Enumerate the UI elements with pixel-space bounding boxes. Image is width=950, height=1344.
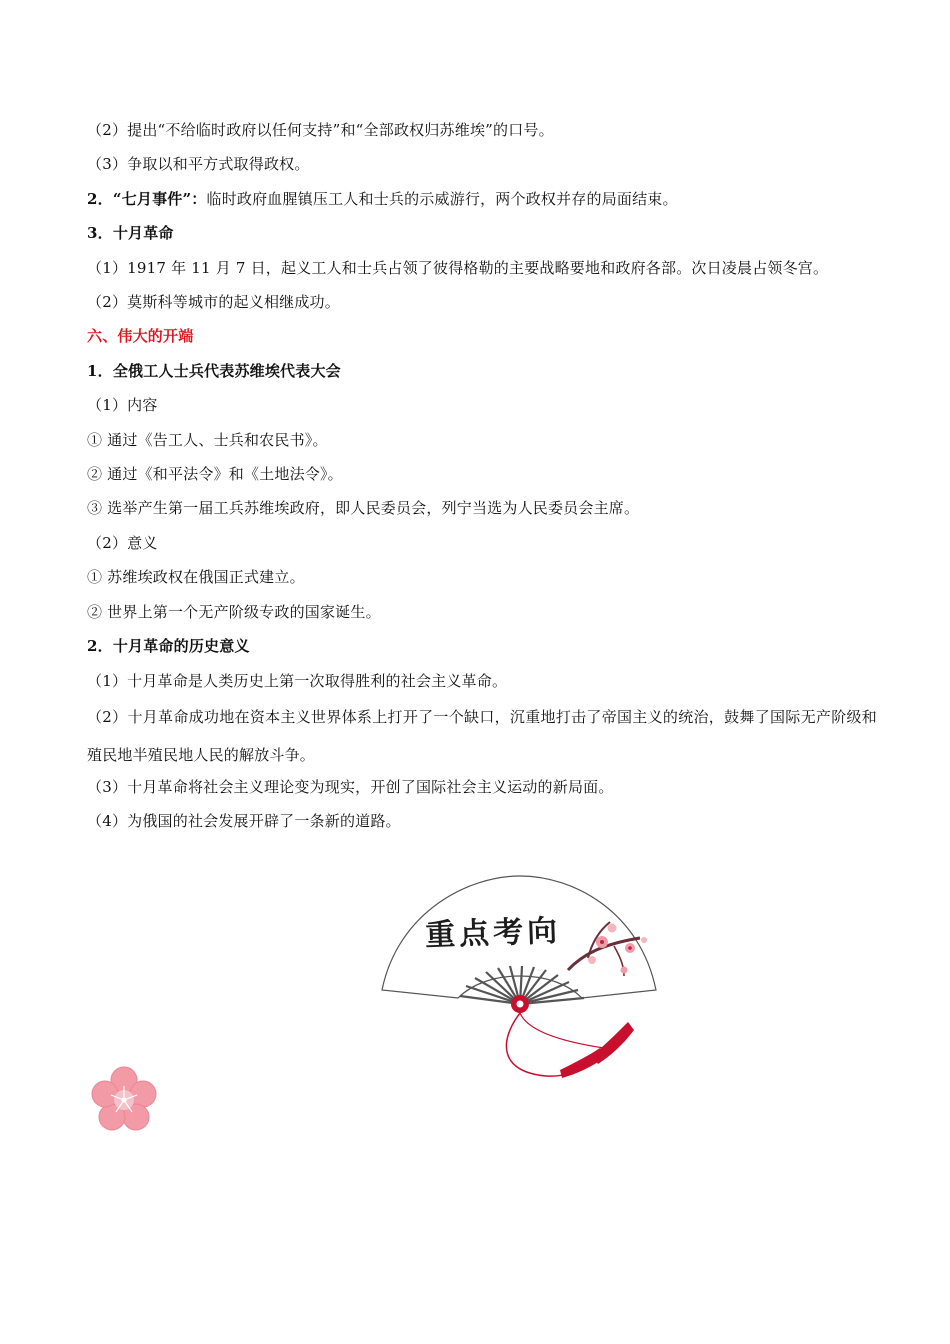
section-heading: 2．十月革命的历史意义 (87, 637, 250, 656)
section-heading: 3．十月革命 (87, 224, 174, 243)
list-item: （3）十月革命将社会主义理论变为现实，开创了国际社会主义运动的新局面。 (87, 777, 614, 796)
list-item: ① 苏维埃政权在俄国正式建立。 (87, 568, 305, 587)
list-item: （1）十月革命是人类历史上第一次取得胜利的社会主义革命。 (87, 671, 508, 690)
list-item: （3）争取以和平方式取得政权。 (87, 155, 310, 174)
list-item: （4）为俄国的社会发展开辟了一条新的道路。 (87, 812, 401, 831)
list-item: ① 通过《告工人、士兵和农民书》。 (87, 430, 328, 449)
section-text: 临时政府血腥镇压工人和士兵的示威游行，两个政权并存的局面结束。 (206, 189, 678, 208)
list-item: ② 通过《和平法令》和《土地法令》。 (87, 465, 343, 484)
list-item: （1）内容 (87, 396, 158, 415)
section-heading: 2．“七月事件”： (87, 189, 207, 208)
fan-illustration (378, 872, 660, 1082)
list-item (87, 182, 877, 216)
list-item: （2）莫斯科等城市的起义相继成功。 (87, 293, 340, 312)
fan-graphic (378, 872, 660, 1082)
fan-title: 重点考向 (424, 913, 562, 954)
plum-blossom-icon (90, 1066, 158, 1134)
list-item: （2）意义 (87, 533, 158, 552)
list-item: ③ 选举产生第一届工兵苏维埃政府，即人民委员会，列宁当选为人民委员会主席。 (87, 499, 640, 518)
list-item: （2）十月革命成功地在资本主义世界体系上打开了一个缺口，沉重地打击了帝国主义的统治，鼓舞了国际无产阶级和殖民地半殖民地人民的解放斗争。 (87, 707, 877, 764)
list-item: ② 世界上第一个无产阶级专政的国家诞生。 (87, 602, 381, 621)
list-item: （1）1917 年 11 月 7 日，起义工人和士兵占领了彼得格勒的主要战略要地和政府各部。次日凌晨占领冬宫。 (87, 258, 829, 277)
section-heading: 1．全俄工人士兵代表苏维埃代表大会 (87, 361, 341, 380)
chapter-heading: 六、伟大的开端 (87, 327, 194, 346)
document-body (87, 113, 877, 839)
list-item: （2）提出“不给临时政府以任何支持”和“全部政权归苏维埃”的口号。 (87, 121, 554, 139)
fan-hub-center (517, 1001, 524, 1008)
